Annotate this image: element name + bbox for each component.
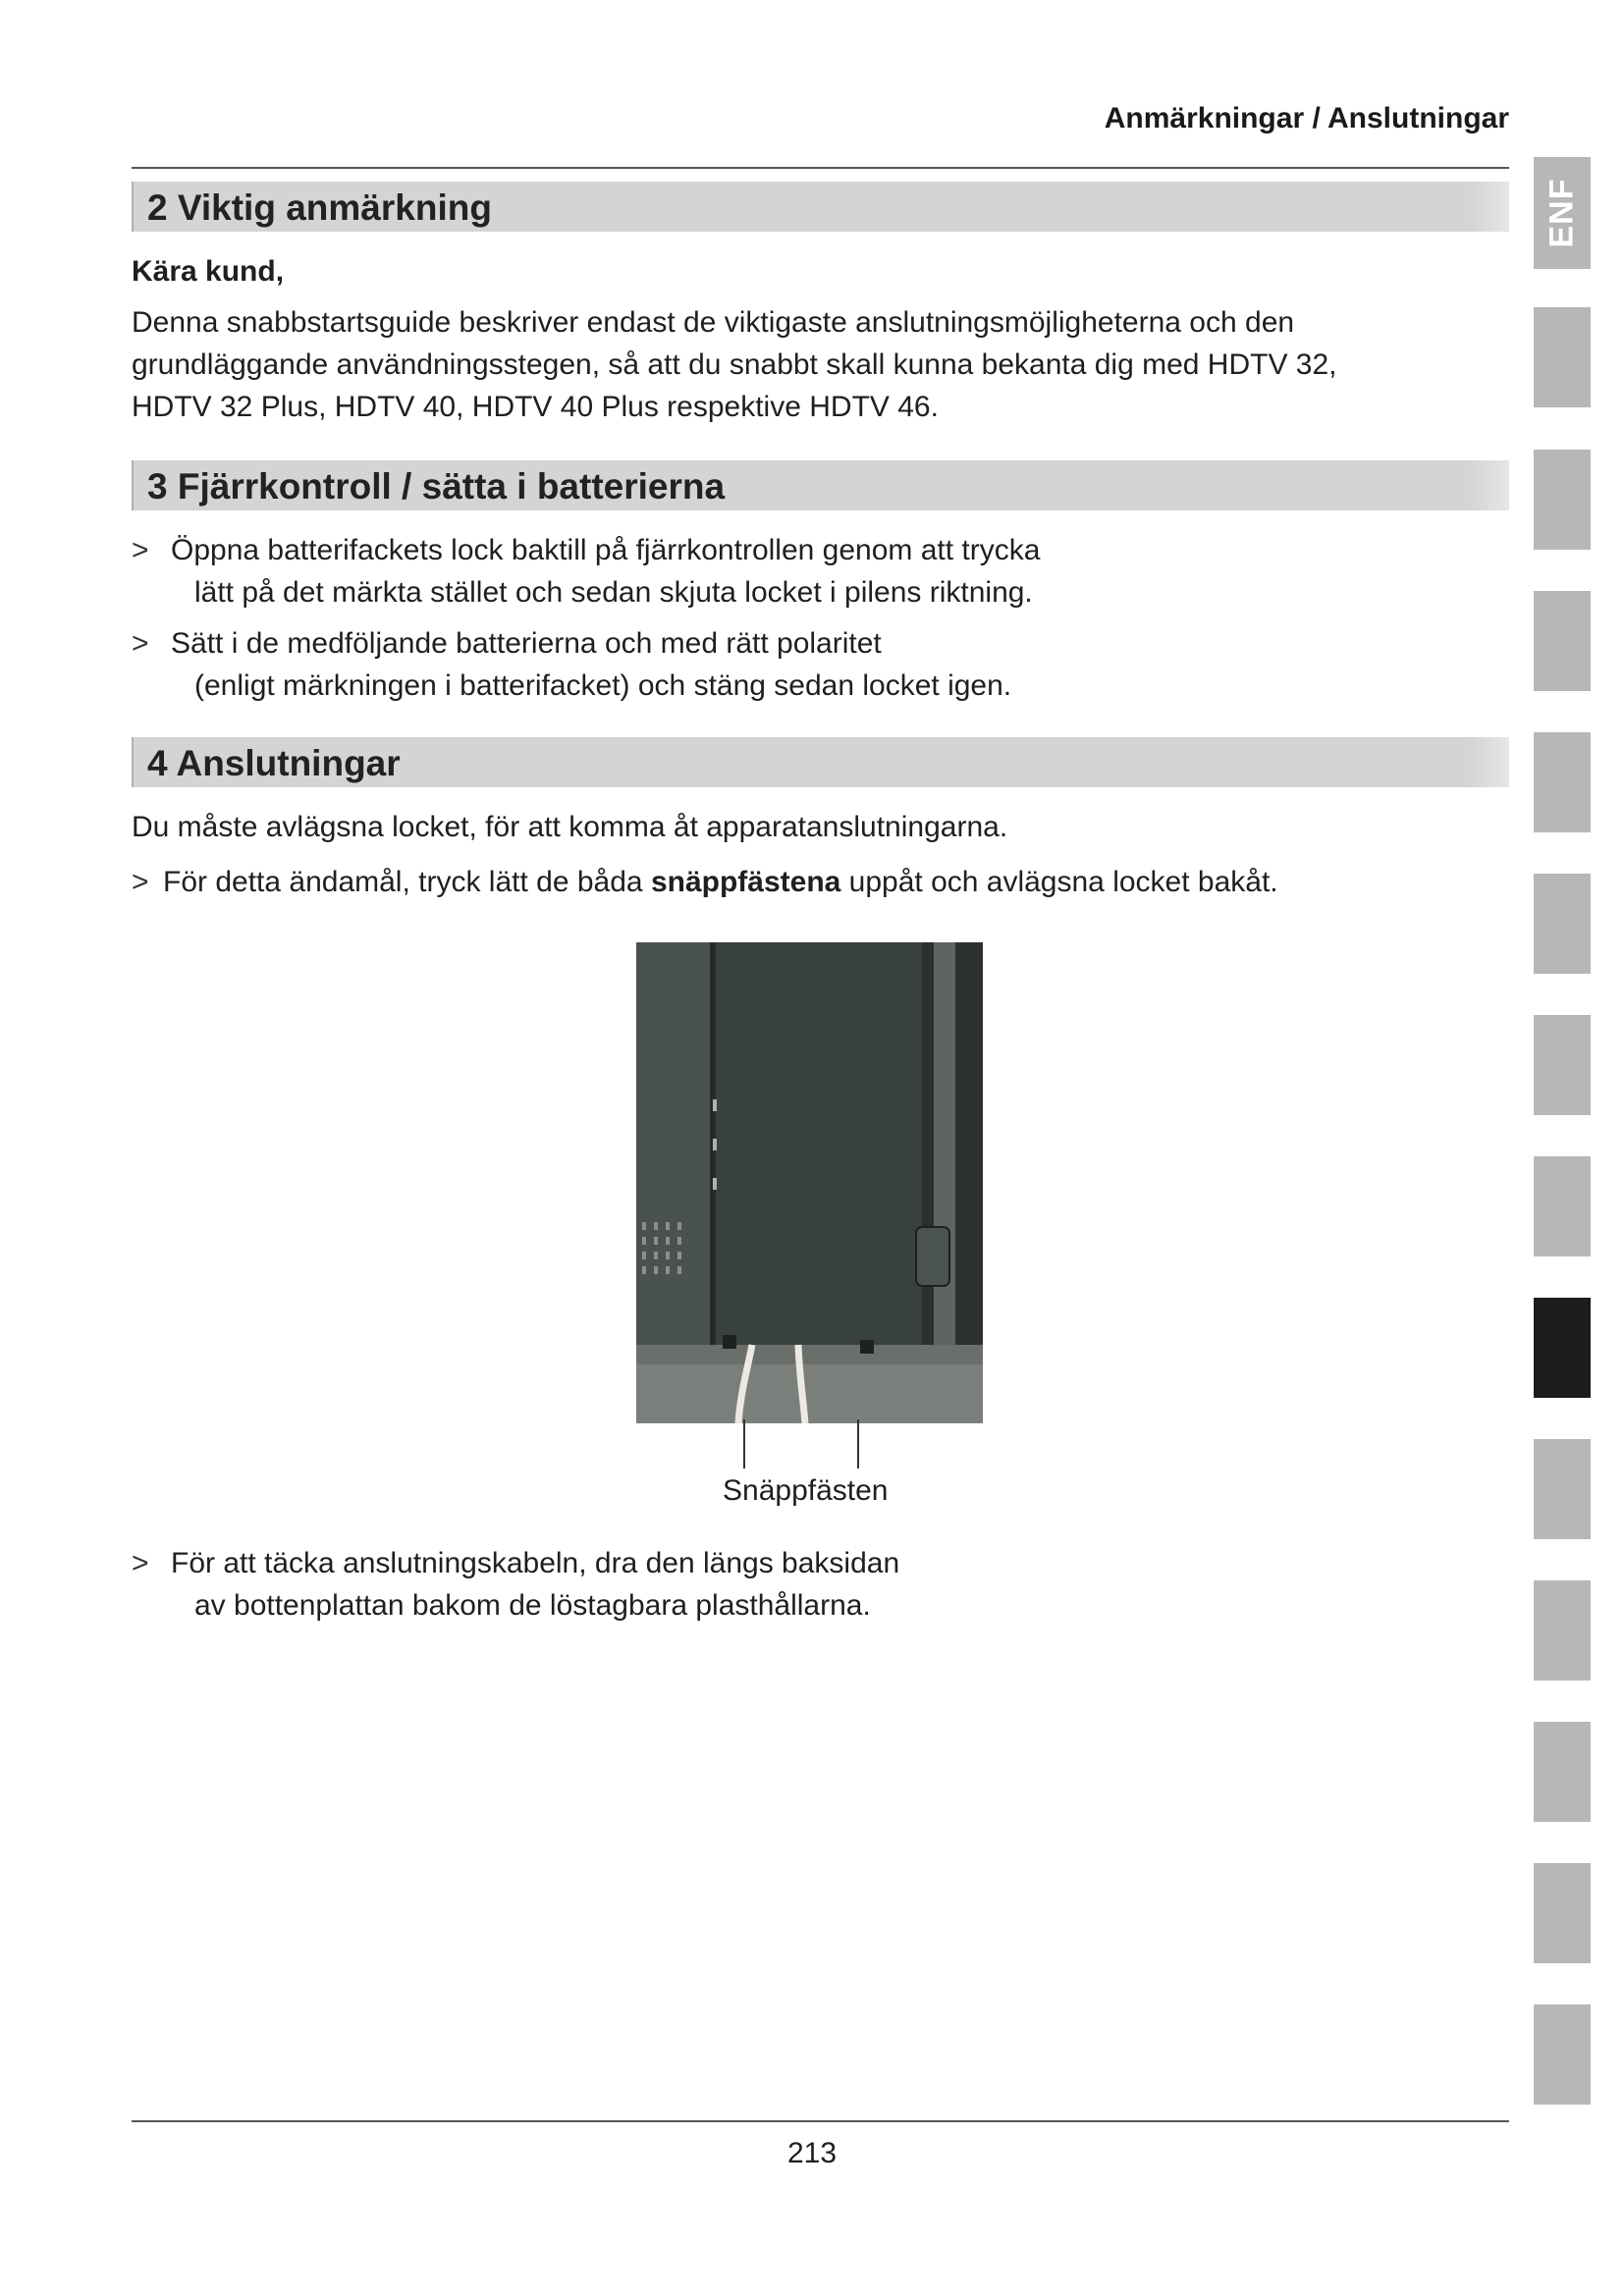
section-heading: 2 Viktig anmärkning: [147, 187, 492, 228]
bullet-text: Öppna batterifackets lock baktill på fjärrkontrollen genom att trycka: [171, 534, 1041, 566]
paragraph-line: grundläggande användningsstegen, så att du snabbt skall kunna bekanta dig med HDTV 32,: [132, 348, 1337, 381]
section-heading-bar: [132, 460, 1509, 510]
emphasis-text: snäppfästena: [650, 866, 841, 898]
paragraph-line: Denna snabbstartsguide beskriver endast de viktigaste anslutningsmöjligheterna och den: [132, 306, 1295, 339]
tv-back-photo: [636, 942, 983, 1423]
bullet-marker: >: [132, 866, 149, 898]
bullet-marker: >: [132, 627, 149, 660]
bullet-text: lätt på det märkta stället och sedan skjuta locket i pilens riktning.: [194, 576, 1033, 609]
header-rule: [132, 167, 1509, 169]
bullet-text: (enligt märkningen i batterifacket) och stäng sedan locket igen.: [194, 669, 1012, 702]
chapter-tab[interactable]: [1534, 307, 1591, 407]
language-tab[interactable]: [1534, 157, 1591, 269]
chapter-tab[interactable]: [1534, 1580, 1591, 1681]
chapter-tab[interactable]: [1534, 732, 1591, 832]
chapter-tab[interactable]: [1534, 450, 1591, 550]
chapter-tab[interactable]: [1534, 1156, 1591, 1256]
footer-rule: [132, 2120, 1509, 2122]
chapter-tab[interactable]: [1534, 874, 1591, 974]
chapter-tab[interactable]: [1534, 1863, 1591, 1963]
bullet-marker: >: [132, 534, 149, 566]
callout-line: [743, 1419, 745, 1468]
paragraph-line: HDTV 32 Plus, HDTV 40, HDTV 40 Plus respektive HDTV 46.: [132, 391, 939, 423]
chapter-tab[interactable]: [1534, 1015, 1591, 1115]
running-header: Anmärkningar / Anslutningar: [1104, 102, 1509, 134]
image-caption: Snäppfästen: [723, 1474, 889, 1507]
chapter-tab[interactable]: [1534, 591, 1591, 691]
section-heading-bar: [132, 182, 1509, 232]
bullet-text: För detta ändamål, tryck lätt de båda snäppfästena uppåt och avlägsna locket bakåt.: [163, 866, 1278, 898]
page-number: 213: [786, 2137, 838, 2169]
bullet-text: För att täcka anslutningskabeln, dra den längs baksidan: [171, 1547, 900, 1579]
chapter-tab-active[interactable]: [1534, 1298, 1591, 1398]
section-heading-bar: [132, 737, 1509, 787]
callout-line: [857, 1419, 859, 1468]
language-tab-label: ENF: [1543, 178, 1581, 248]
chapter-tab[interactable]: [1534, 1439, 1591, 1539]
section-heading: 4 Anslutningar: [147, 743, 401, 783]
greeting: Kära kund,: [132, 255, 285, 288]
chapter-tab[interactable]: [1534, 2004, 1591, 2105]
section-heading: 3 Fjärrkontroll / sätta i batterierna: [147, 466, 726, 507]
bullet-marker: >: [132, 1547, 149, 1579]
chapter-tab[interactable]: [1534, 1722, 1591, 1822]
bullet-text: Sätt i de medföljande batterierna och med rätt polaritet: [171, 627, 882, 660]
bullet-text: av bottenplattan bakom de löstagbara plasthållarna.: [194, 1589, 871, 1622]
intro-text: Du måste avlägsna locket, för att komma åt apparatanslutningarna.: [132, 811, 1008, 843]
